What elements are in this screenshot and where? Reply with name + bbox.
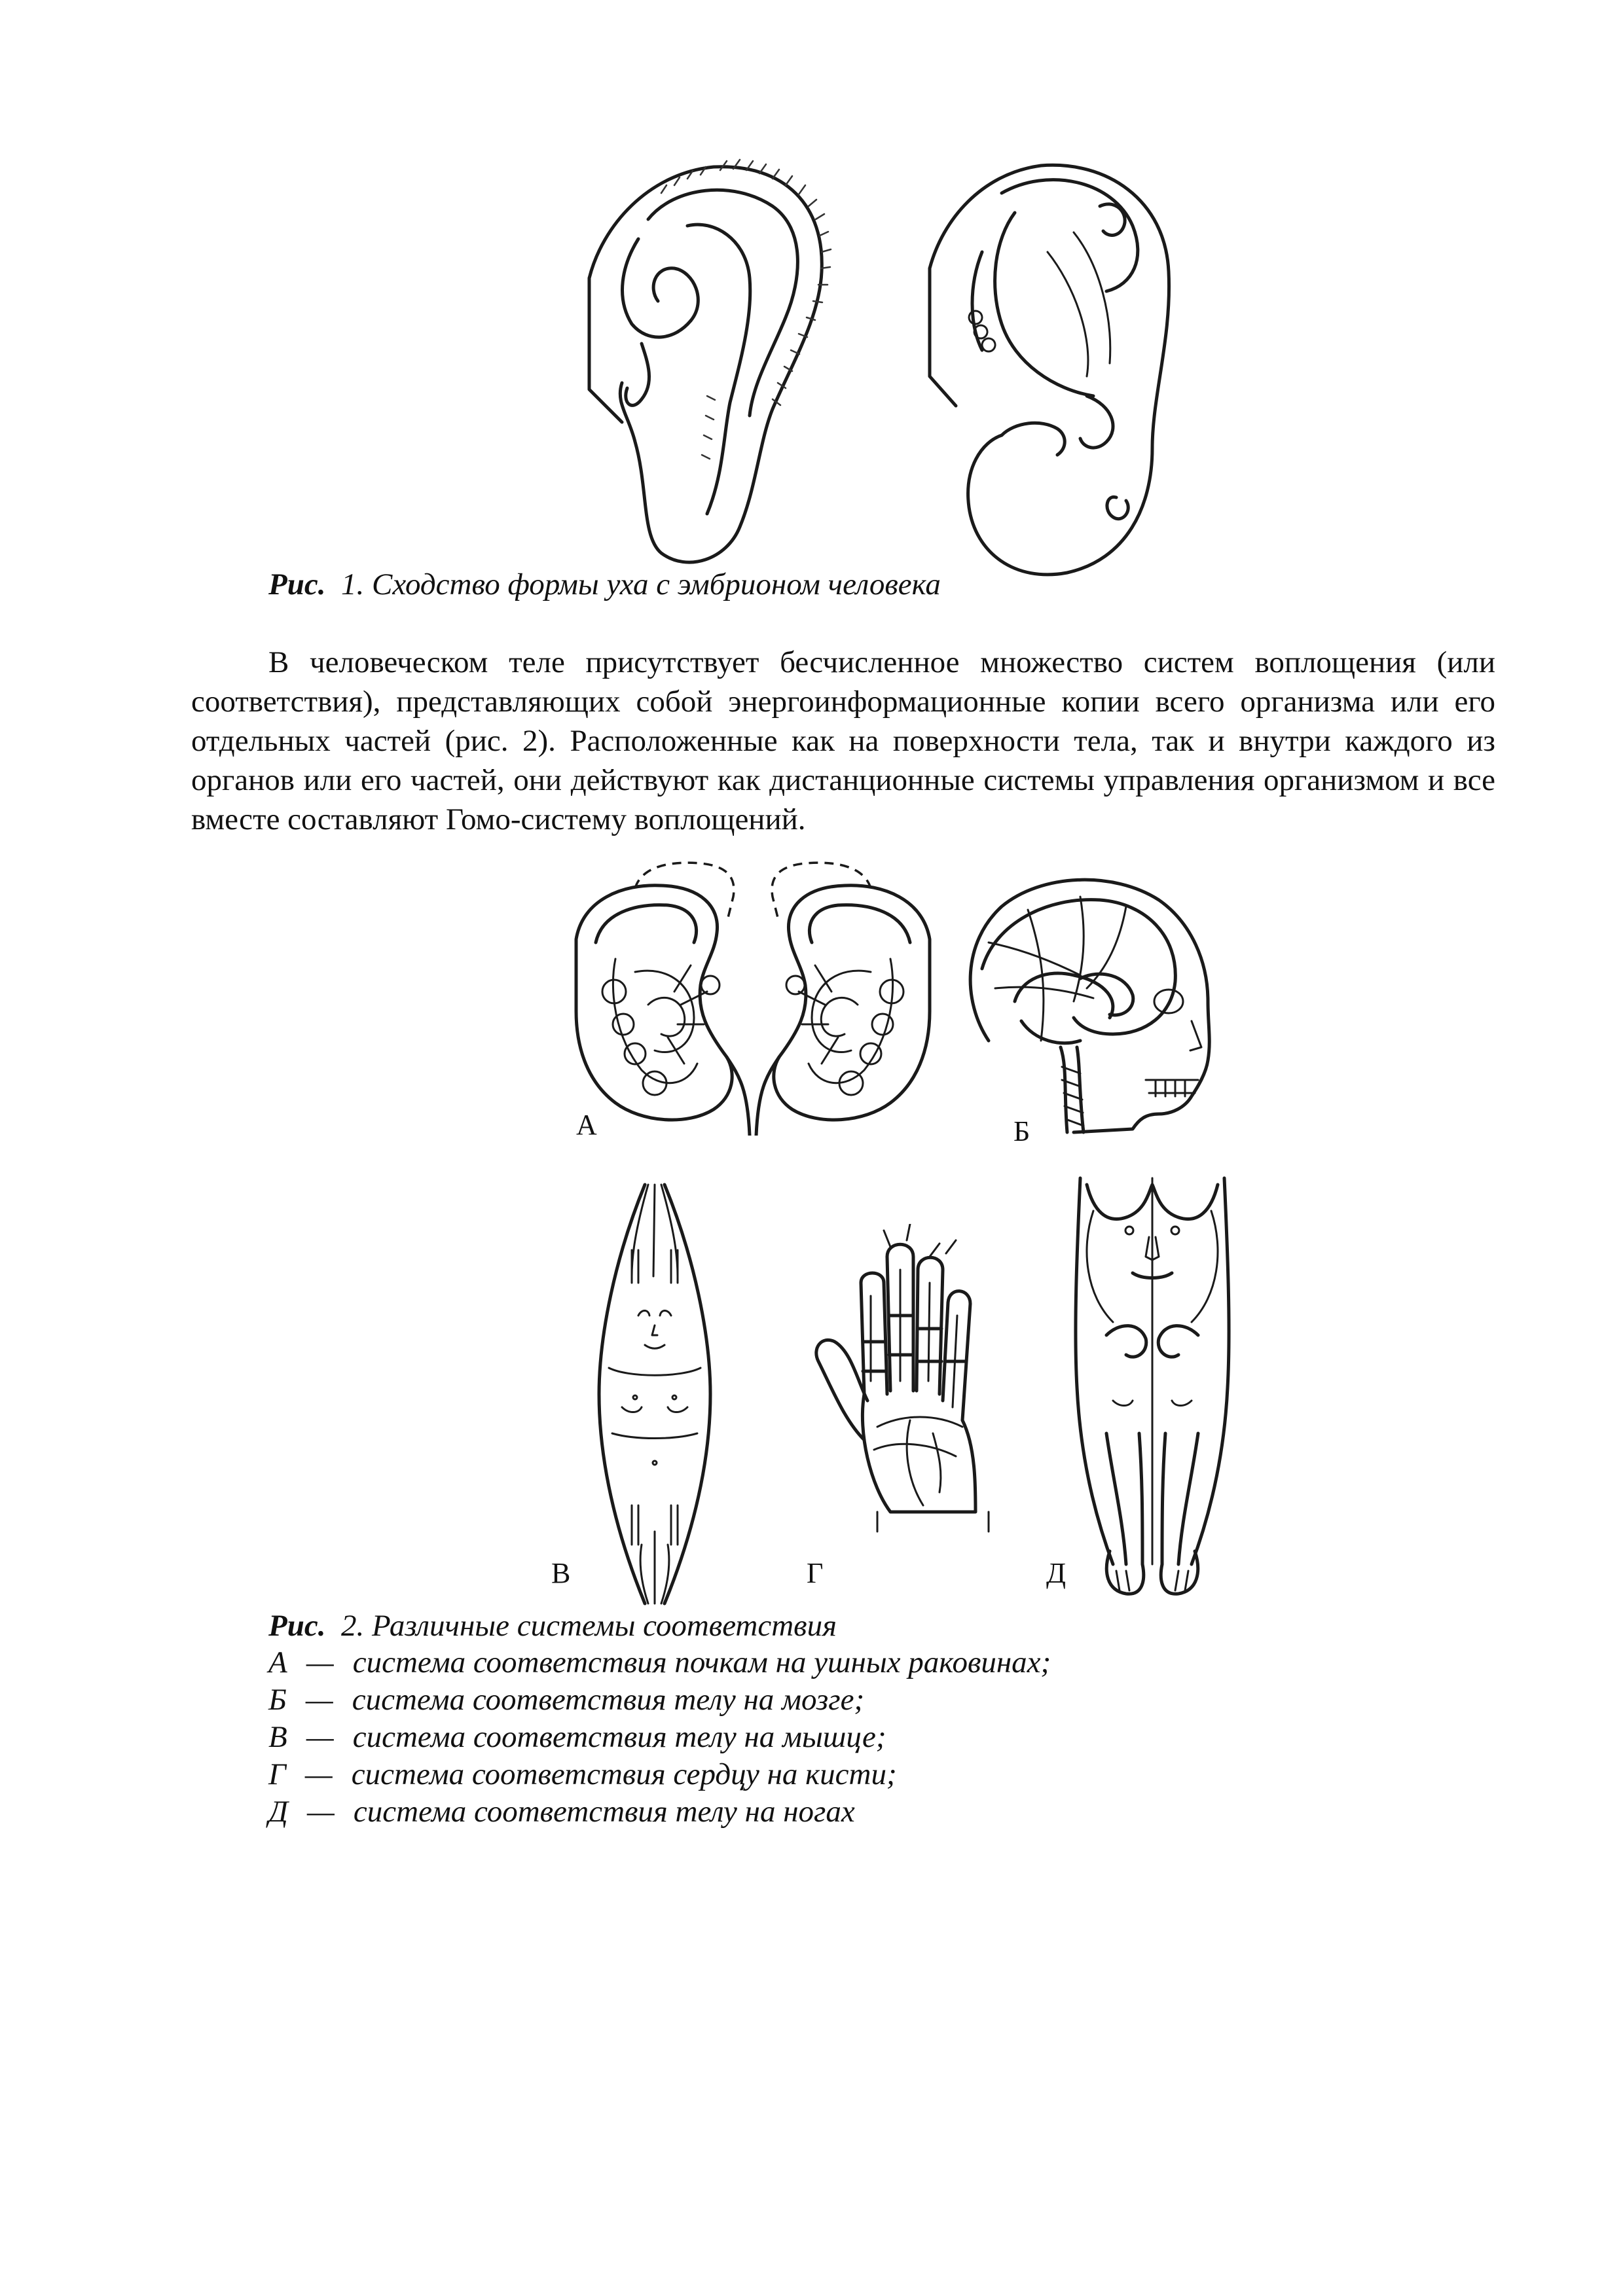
figure2-caption-text: 2. Различные системы соответствия [340, 1609, 837, 1643]
legend-letter: В [268, 1720, 287, 1754]
body-paragraph: В человеческом теле присутствует бесчисленное множество систем воплощения (или соответствия), представляющих собой энергоинформационные копии всего организма или его отдельных частей (рис. 2). Расположенные как на поверхности тела, так и внутри каждого из органов или его частей, они действуют как дистанционные системы управления организмом и все вместе составляют Гомо-систему воплощений. [191, 645, 1495, 836]
legend-text: система соответствия телу на ногах [353, 1795, 855, 1829]
legend-dash: — [307, 1795, 335, 1829]
legend-letter: А [268, 1645, 287, 1679]
panel-v-letter: В [551, 1557, 571, 1589]
legend-text: система соответствия телу на мозге; [352, 1683, 865, 1717]
panel-g-letter: Г [807, 1557, 824, 1589]
legend-text: система соответствия сердцу на кисти; [351, 1757, 897, 1791]
ear-drawing [576, 147, 851, 579]
legend-line-d [268, 1794, 855, 1829]
legend-dash: — [306, 1720, 334, 1754]
panel-d-legs-drawing [1067, 1172, 1237, 1604]
legend-dash: — [304, 1757, 333, 1791]
legend-text: система соответствия телу на мышце; [352, 1720, 886, 1754]
legend-dash: — [305, 1683, 333, 1717]
panel-d-letter: Д [1046, 1557, 1067, 1589]
legend-letter: Б [268, 1683, 287, 1717]
panel-a-letter: А [576, 1109, 597, 1141]
panel-v-muscle-drawing [576, 1178, 746, 1610]
panel-b-brain-skull-drawing [949, 870, 1224, 1145]
panel-g-hand-drawing [779, 1224, 1002, 1538]
legend-dash: — [306, 1645, 334, 1679]
embryo-drawing [917, 154, 1192, 579]
legend-letter: Г [268, 1757, 286, 1791]
figure2-caption [268, 1608, 837, 1643]
legend-line-a [268, 1645, 1051, 1680]
legend-text: система соответствия почкам на ушных раковинах; [352, 1645, 1051, 1679]
panel-b-letter: Б [1013, 1115, 1030, 1147]
figure1-caption [268, 567, 941, 602]
legend-line-v [268, 1719, 886, 1755]
panel-a-ears-kidneys-drawing [570, 861, 936, 1136]
legend-line-g [268, 1757, 897, 1792]
figure1-caption-text: 1. Сходство формы уха с эмбрионом человека [340, 567, 941, 601]
figure1-caption-label: Рис. [268, 567, 326, 601]
legend-letter: Д [268, 1795, 288, 1829]
legend-line-b [268, 1682, 864, 1717]
figure2-caption-label: Рис. [268, 1609, 326, 1643]
